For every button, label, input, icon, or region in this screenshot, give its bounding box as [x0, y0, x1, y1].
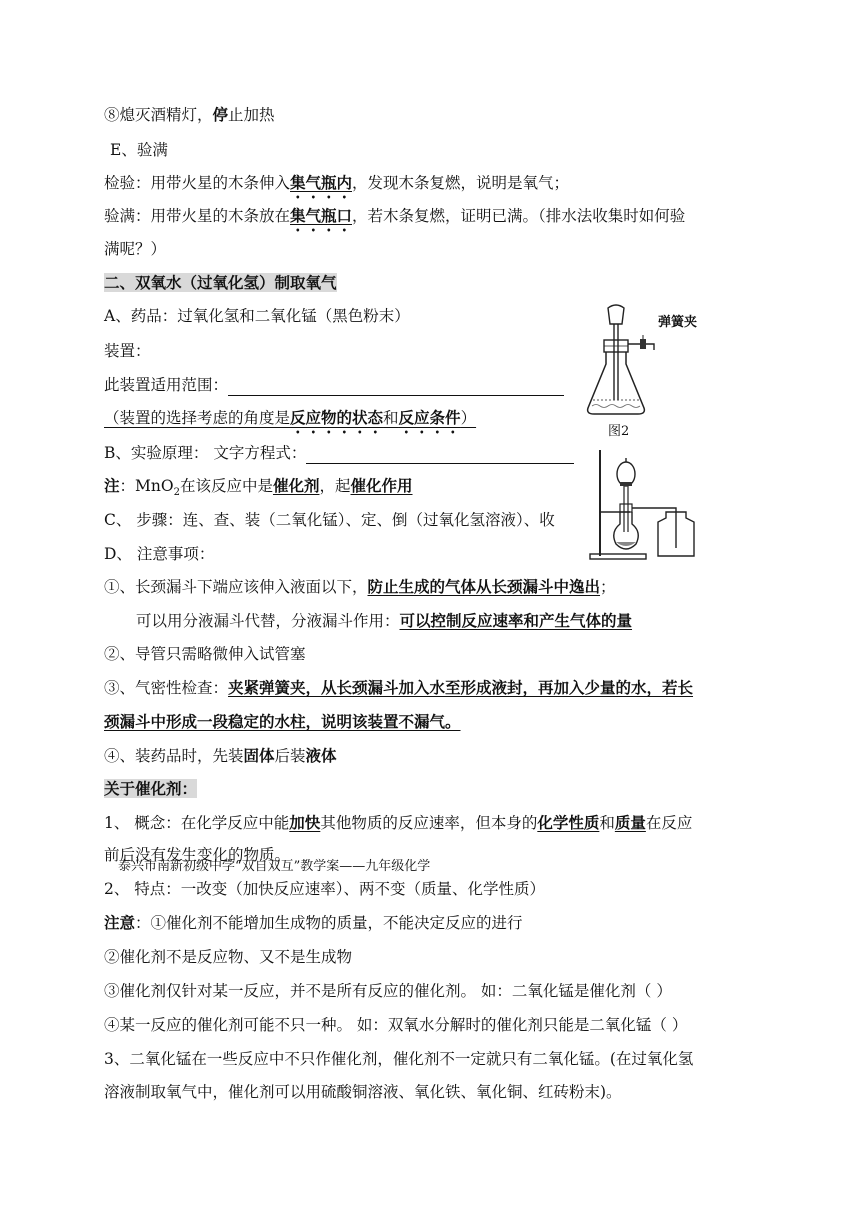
catalyst-point-3: 3、二氧化锰在一些反应中不只作催化剂，催化剂不一定就只有二氧化锰。(在过氧化氢 [104, 1050, 694, 1068]
note-d1b: 可以用分液漏斗代替，分液漏斗作用：可以控制反应速率和产生气体的量 [136, 611, 633, 630]
reagents-line: A、药品：过氧化氢和二氧化锰（黑色粉末） [104, 307, 410, 325]
consider-line: （装置的选择考虑的角度是反应物的状态和反应条件） [104, 408, 477, 427]
catalyst-title: 关于催化剂： [104, 779, 198, 798]
catalyst-note-2: ②催化剂不是反应物、又不是生成物 [104, 948, 353, 966]
flask-apparatus-figure [586, 300, 716, 422]
catalyst-point-3-cont: 溶液制取氧气中，催化剂可以用硫酸铜溶液、氧化铁、氧化铜、红砖粉末)。 [104, 1083, 622, 1101]
clip-label: 弹簧夹 [658, 315, 698, 330]
scope-line: 此装置适用范围： [104, 374, 564, 396]
catalyst-note-3: ③催化剂仅针对某一反应，并不是所有反应的催化剂。 如：二氧化锰是催化剂（ ） [104, 982, 672, 1000]
note-d3-cont: 颈漏斗中形成一段稳定的水柱，说明该装置不漏气。 [104, 712, 461, 731]
catalyst-concept-cont: 前后没有发生变化的物质。 [104, 846, 291, 864]
page-footer: 泰兴市南新初级中学“双自双互”教学案——九年级化学 [118, 859, 431, 874]
catalyst-note-4: ④某一反应的催化剂可能不只一种。 如：双氧水分解时的催化剂只能是二氧化锰（ ） [104, 1016, 688, 1034]
mno2-note: 注：MnO$_2$在该反应中是催化剂，起催化作用 [104, 476, 413, 499]
note-d2: ②、导管只需略微伸入试管塞 [104, 645, 306, 663]
note-d3: ③、气密性检查：夹紧弹簧夹，从长颈漏斗加入水至形成液封，再加入少量的水，若长 [104, 678, 694, 697]
full-check-line: 验满：用带火星的木条放在集气瓶口，若木条复燃，证明已满。（排水法收集时如何验 [104, 206, 686, 225]
figure-caption: 图2 [608, 424, 630, 439]
section-e-title: E、验满 [110, 141, 168, 159]
full-check-line-2: 满呢？） [104, 240, 167, 258]
scope-blank[interactable] [228, 379, 564, 396]
check-line: 检验：用带火星的木条伸入集气瓶内，发现木条复燃，说明是氧气； [104, 173, 570, 192]
steps-line: C、 步骤：连、查、装（二氧化锰）、定、倒（过氧化氢溶液）、收 [104, 511, 555, 529]
catalyst-concept: 1、 概念：在化学反应中能加快其他物质的反应速率，但本身的化学性质和质量在反应 [104, 813, 693, 832]
catalyst-note-1: 注意：①催化剂不能增加生成物的质量，不能决定反应的进行 [104, 913, 523, 932]
step-8-line: ⑧熄灭酒精灯，停止加热 [104, 105, 275, 124]
note-d1: ①、长颈漏斗下端应该伸入液面以下，防止生成的气体从长颈漏斗中逸出； [104, 577, 616, 596]
principle-line: B、实验原理： 文字方程式： [104, 442, 574, 464]
separatory-funnel-apparatus-figure [586, 442, 716, 562]
catalyst-features: 2、 特点：一改变（加快反应速率）、两不变（质量、化学性质） [104, 880, 546, 898]
device-label: 装置： [104, 342, 151, 360]
notes-title: D、 注意事项： [104, 545, 215, 563]
note-d4: ④、装药品时，先装固体后装液体 [104, 746, 337, 765]
equation-blank[interactable] [306, 447, 574, 464]
section-2-title: 二、双氧水（过氧化氢）制取氧气 [104, 273, 337, 292]
